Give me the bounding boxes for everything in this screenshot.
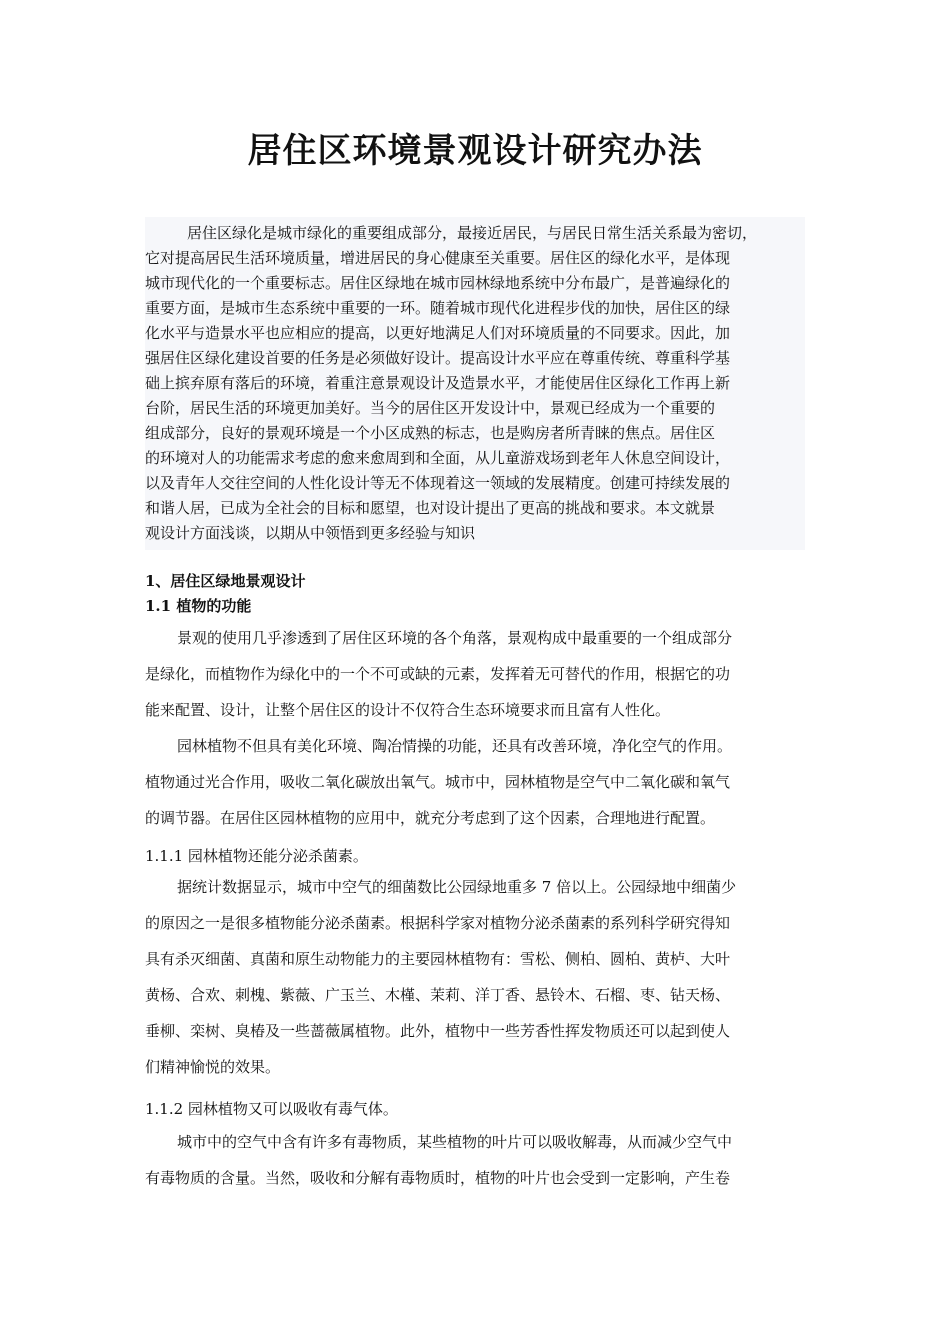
abstract-line: 和谐人居，已成为全社会的目标和愿望，也对设计提出了更高的挑战和要求。本文就景 [145,499,716,517]
abstract-line: 城市现代化的一个重要标志。居住区绿地在城市园林绿地系统中分布最广，是普遍绿化的 [145,274,731,292]
paragraph-line: 据统计数据显示，城市中空气的细菌数比公园绿地重多 7 倍以上。公园绿地中细菌少 [177,878,737,896]
paragraph [145,1124,808,1196]
abstract-line: 重要方面，是城市生态系统中重要的一环。随着城市现代化进程步伐的加快，居住区的绿 [145,299,731,317]
paragraph-line: 具有杀灭细菌、真菌和原生动物能力的主要园林植物有：雪松、侧柏、圆柏、黄栌、大叶 [145,950,731,968]
abstract-line: 化水平与造景水平也应相应的提高，以更好地满足人们对环境质量的不同要求。因此，加 [145,324,731,342]
subsubsection-heading: 1.1.1 园林植物还能分泌杀菌素。 [145,847,368,865]
paragraph-line: 是绿化，而植物作为绿化中的一个不可或缺的元素，发挥着无可替代的作用，根据它的功 [145,665,731,683]
paragraph-line: 们精神愉悦的效果。 [145,1058,281,1076]
paragraph [145,728,808,836]
abstract-line: 台阶，居民生活的环境更加美好。当今的居住区开发设计中，景观已经成为一个重要的 [145,399,716,417]
document-title: 居住区环境景观设计研究办法 [247,131,703,171]
paragraph-line: 景观的使用几乎渗透到了居住区环境的各个角落，景观构成中最重要的一个组成部分 [177,629,733,647]
abstract-line: 以及青年人交往空间的人性化设计等无不体现着这一领域的发展精度。创建可持续发展的 [145,474,731,492]
paragraph-line: 黄杨、合欢、刺槐、紫薇、广玉兰、木槿、茉莉、洋丁香、悬铃木、石榴、枣、钻天杨、 [145,986,731,1004]
abstract-line: 观设计方面浅谈，以期从中领悟到更多经验与知识 [145,524,476,542]
paragraph-line: 能来配置、设计，让整个居住区的设计不仅符合生态环境要求而且富有人性化。 [145,701,671,719]
paragraph-line: 城市中的空气中含有许多有毒物质，某些植物的叶片可以吸收解毒，从而减少空气中 [177,1133,733,1151]
abstract-line: 的环境对人的功能需求考虑的愈来愈周到和全面，从儿童游戏场到老年人休息空间设计， [145,449,731,467]
paragraph-line: 有毒物质的含量。当然，吸收和分解有毒物质时，植物的叶片也会受到一定影响，产生卷 [145,1169,731,1187]
abstract-line: 它对提高居民生活环境质量，增进居民的身心健康至关重要。居住区的绿化水平，是体现 [145,249,731,267]
section-heading: 1、居住区绿地景观设计 [145,572,306,590]
abstract-line: 居住区绿化是城市绿化的重要组成部分，最接近居民，与居民日常生活关系最为密切， [187,224,758,242]
abstract-line: 础上摈弃原有落后的环境，着重注意景观设计及造景水平，才能使居住区绿化工作再上新 [145,374,731,392]
paragraph [145,620,808,728]
subsection-heading: 1.1 植物的功能 [145,597,252,615]
paragraph [145,869,808,1085]
paragraph-line: 植物通过光合作用，吸收二氧化碳放出氧气。城市中，园林植物是空气中二氧化碳和氧气 [145,773,731,791]
paragraph-line: 园林植物不但具有美化环境、陶冶情操的功能，还具有改善环境，净化空气的作用。 [177,737,733,755]
paragraph-line: 的调节器。在居住区园林植物的应用中，就充分考虑到了这个因素，合理地进行配置。 [145,809,716,827]
abstract-block [145,217,805,550]
abstract-line: 强居住区绿化建设首要的任务是必须做好设计。提高设计水平应在尊重传统、尊重科学基 [145,349,731,367]
subsubsection-heading: 1.1.2 园林植物又可以吸收有毒气体。 [145,1100,398,1118]
paragraph-line: 垂柳、栾树、臭椿及一些蔷薇属植物。此外，植物中一些芳香性挥发物质还可以起到使人 [145,1022,731,1040]
abstract-line: 组成部分，良好的景观环境是一个小区成熟的标志，也是购房者所青睐的焦点。居住区 [145,424,716,442]
paragraph-line: 的原因之一是很多植物能分泌杀菌素。根据科学家对植物分泌杀菌素的系列科学研究得知 [145,914,731,932]
